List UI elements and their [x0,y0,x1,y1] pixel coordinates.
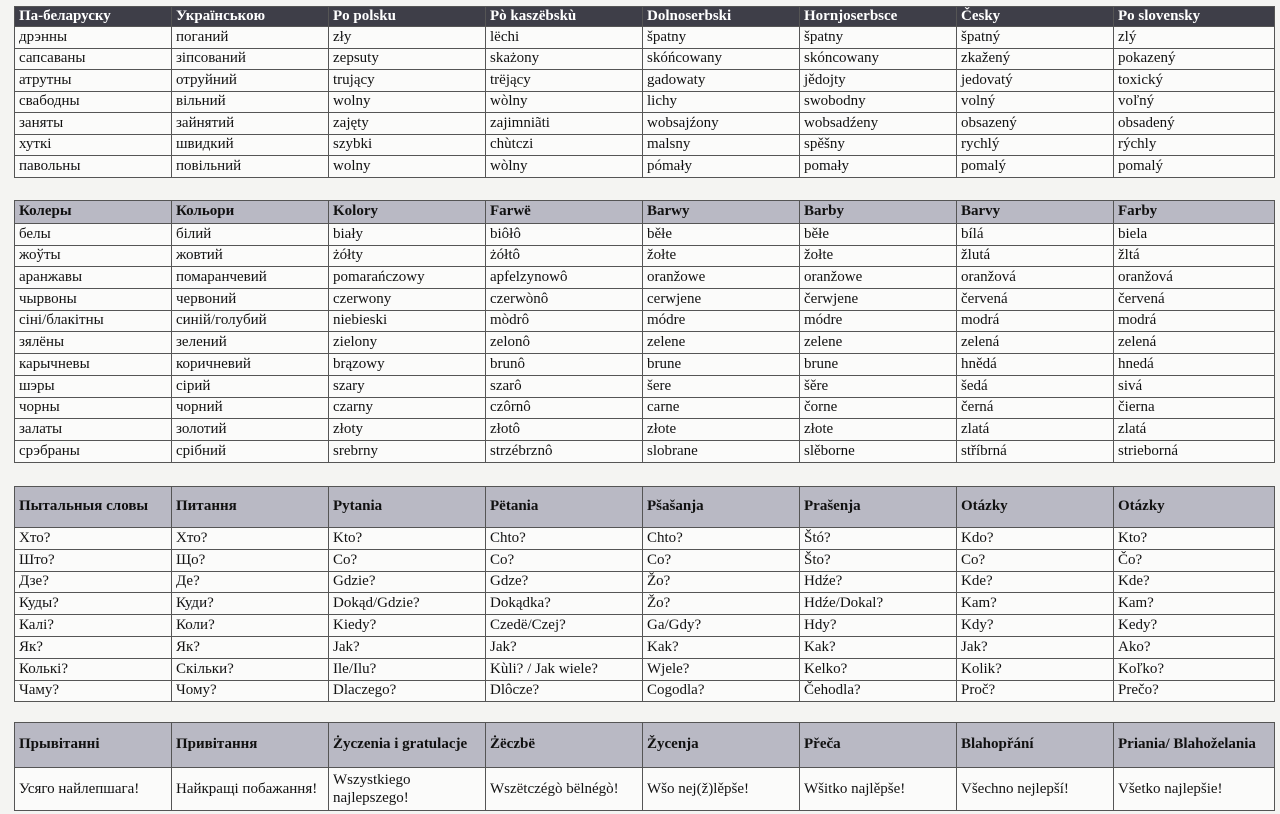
table-cell: Žo? [643,593,800,615]
table-cell: аранжавы [15,267,172,289]
table-cell: Kdo? [957,528,1114,550]
table-cell: modrá [1114,310,1275,332]
table-cell: Як? [172,636,329,658]
header-row [15,487,1275,528]
table-cell: срібний [172,440,329,462]
table-cell: szary [329,375,486,397]
table-cell: сапсаваны [15,48,172,70]
table-cell: заняты [15,113,172,135]
column-header: Prašenja [800,487,957,528]
table-cell: Chto? [643,528,800,550]
table-cell: Чаму? [15,680,172,702]
table-cell: bílá [957,224,1114,246]
table-cell: obsazený [957,113,1114,135]
table-row [15,267,1275,289]
table-cell: rýchly [1114,134,1275,156]
table-cell: Gdzie? [329,571,486,593]
column-header: Barwy [643,201,800,224]
table-cell: чорний [172,397,329,419]
table-cell: oranžová [957,267,1114,289]
table-cell: swobodny [800,91,957,113]
column-header: Pšašanja [643,487,800,528]
table-cell: Wszystkiego najlepszego! [329,768,486,811]
table-cell: zlý [1114,27,1275,49]
table-cell: biela [1114,224,1275,246]
table-cell: зайнятий [172,113,329,135]
table-cell: Што? [15,549,172,571]
table-cell: pokazený [1114,48,1275,70]
table-row [15,397,1275,419]
table-cell: Kelko? [800,658,957,680]
header-row [15,201,1275,224]
table-cell: Gdze? [486,571,643,593]
table-cell: wolny [329,91,486,113]
table-cell: Хто? [15,528,172,550]
column-header: Farwë [486,201,643,224]
table-cell: Що? [172,549,329,571]
table-row [15,615,1275,637]
table-cell: złote [800,419,957,441]
table-row [15,289,1275,311]
table-cell: золотий [172,419,329,441]
table-cell: zelene [643,332,800,354]
table-cell: коричневий [172,354,329,376]
table-cell: čerwjene [800,289,957,311]
table-cell: Všechno nejlepší! [957,768,1114,811]
table-cell: Žo? [643,571,800,593]
table-cell: Czedë/Czej? [486,615,643,637]
table-cell: zelene [800,332,957,354]
table-body [15,768,1275,811]
table-cell: žltá [1114,245,1275,267]
column-header: Питання [172,487,329,528]
table-row [15,48,1275,70]
table-cell: Kto? [329,528,486,550]
column-header: Hornjoserbsce [800,7,957,27]
table-cell: Cogodla? [643,680,800,702]
table-cell: stříbrná [957,440,1114,462]
table-cell: Co? [329,549,486,571]
table-cell: Куди? [172,593,329,615]
table-cell: Hdy? [800,615,957,637]
table-cell: Kde? [957,571,1114,593]
table-cell: brązowy [329,354,486,376]
table-cell: běłe [800,224,957,246]
table-cell: Kolik? [957,658,1114,680]
table-cell: Ile/Ilu? [329,658,486,680]
table-cell: Kam? [1114,593,1275,615]
table-cell: strzébrznô [486,440,643,462]
table-cell: červená [1114,289,1275,311]
table-cell: Колькі? [15,658,172,680]
table-cell: niebieski [329,310,486,332]
table-cell: вільний [172,91,329,113]
table-cell: чырвоны [15,289,172,311]
table-cell: pomały [800,156,957,178]
table-cell: жоўты [15,245,172,267]
column-header: Blahopřání [957,723,1114,768]
table-cell: modrá [957,310,1114,332]
table-cell: slěborne [800,440,957,462]
column-header: Česky [957,7,1114,27]
table-cell: wolny [329,156,486,178]
table-cell: Kdy? [957,615,1114,637]
table-cell: pomarańczowy [329,267,486,289]
table-body [15,528,1275,702]
table-cell: Kak? [800,636,957,658]
table-cell: поганий [172,27,329,49]
table-cell: zajęty [329,113,486,135]
table-row [15,70,1275,92]
table-cell: trëjący [486,70,643,92]
table-header [15,723,1275,768]
table-cell: běłe [643,224,800,246]
table-cell: Kiedy? [329,615,486,637]
table-cell: pomalý [1114,156,1275,178]
header-row [15,723,1275,768]
column-header: Українською [172,7,329,27]
table-cell: malsny [643,134,800,156]
table-row [15,658,1275,680]
column-header: Kolory [329,201,486,224]
column-header: Życzenia i gratulacje [329,723,486,768]
column-header: Po slovensky [1114,7,1275,27]
header-row [15,7,1275,27]
table-cell: černá [957,397,1114,419]
table-cell: czerwònô [486,289,643,311]
table-cell: зелений [172,332,329,354]
table-cell: Chto? [486,528,643,550]
table-cell: spěšny [800,134,957,156]
questions-table [14,486,1275,702]
table-cell: čierna [1114,397,1275,419]
table-cell: Koľko? [1114,658,1275,680]
table-cell: шэры [15,375,172,397]
table-cell: oranžowe [643,267,800,289]
table-cell: zlatá [1114,419,1275,441]
table-row [15,528,1275,550]
column-header: Barby [800,201,957,224]
table-cell: carne [643,397,800,419]
table-cell: Jak? [486,636,643,658]
table-cell: oranžová [1114,267,1275,289]
table-cell: brune [643,354,800,376]
table-cell: Kedy? [1114,615,1275,637]
table-cell: Kde? [1114,571,1275,593]
table-cell: volný [957,91,1114,113]
table-cell: Ako? [1114,636,1275,658]
table-cell: czôrnô [486,397,643,419]
table-cell: strieborná [1114,440,1275,462]
table-cell: Wšo nej(ž)lěpše! [643,768,800,811]
table-cell: Dokąd/Gdzie? [329,593,486,615]
table-cell: žlutá [957,245,1114,267]
column-header: Přeča [800,723,957,768]
table-cell: Дзе? [15,571,172,593]
table-cell: Де? [172,571,329,593]
table-cell: Dlôcze? [486,680,643,702]
table-cell: атрутны [15,70,172,92]
table-cell: biały [329,224,486,246]
table-cell: zajimniãti [486,113,643,135]
table-cell: šere [643,375,800,397]
table-cell: jedovatý [957,70,1114,92]
table-header [15,7,1275,27]
table-cell: wòlny [486,156,643,178]
table-cell: módre [643,310,800,332]
table-cell: Хто? [172,528,329,550]
table-cell: złote [643,419,800,441]
table-row [15,224,1275,246]
column-header: Pëtania [486,487,643,528]
table-cell: залаты [15,419,172,441]
table-row [15,636,1275,658]
table-row [15,332,1275,354]
table-cell: špatný [957,27,1114,49]
table-cell: čorne [800,397,957,419]
table-cell: czarny [329,397,486,419]
table-cell: Jak? [329,636,486,658]
table-cell: wòlny [486,91,643,113]
table-row [15,113,1275,135]
table-cell: lëchi [486,27,643,49]
table-cell: жовтий [172,245,329,267]
table-cell: szybki [329,134,486,156]
table-cell: módre [800,310,957,332]
table-body [15,27,1275,178]
table-cell: apfelzynowô [486,267,643,289]
column-header: Po polsku [329,7,486,27]
table-cell: zkažený [957,48,1114,70]
table-cell: sivá [1114,375,1275,397]
column-header: Żëczbë [486,723,643,768]
column-header: Пытальныя словы [15,487,172,528]
table-cell: хуткі [15,134,172,156]
table-row [15,310,1275,332]
table-cell: rychlý [957,134,1114,156]
table-cell: швидкий [172,134,329,156]
column-header: Otázky [1114,487,1275,528]
table-cell: voľný [1114,91,1275,113]
column-header: Priania/ Blahoželania [1114,723,1275,768]
table-cell: zelonô [486,332,643,354]
table-row [15,91,1275,113]
table-cell: wobsajźony [643,113,800,135]
table-cell: šěre [800,375,957,397]
table-cell: żółty [329,245,486,267]
table-cell: brunô [486,354,643,376]
table-cell: повільний [172,156,329,178]
table-cell: Všetko najlepšie! [1114,768,1275,811]
column-header: Farby [1114,201,1275,224]
column-header: Pò kaszëbskù [486,7,643,27]
table-cell: Dlaczego? [329,680,486,702]
table-cell: Co? [957,549,1114,571]
table-cell: žołte [643,245,800,267]
table-cell: Wszëtczégò bëlnégò! [486,768,643,811]
table-cell: złoty [329,419,486,441]
table-cell: Što? [800,549,957,571]
table-cell: Найкращі побажання! [172,768,329,811]
table-cell: Коли? [172,615,329,637]
table-cell: gadowaty [643,70,800,92]
colors-table [14,200,1275,463]
table-cell: cerwjene [643,289,800,311]
table-cell: špatny [643,27,800,49]
table-cell: чорны [15,397,172,419]
table-row [15,245,1275,267]
table-row [15,156,1275,178]
table-row [15,593,1275,615]
table-header [15,487,1275,528]
column-header: Па-беларуску [15,7,172,27]
adjectives-table [14,6,1275,178]
table-cell: hnědá [957,354,1114,376]
table-cell: зіпсований [172,48,329,70]
table-cell: slobrane [643,440,800,462]
table-cell: Kak? [643,636,800,658]
table-cell: белы [15,224,172,246]
table-cell: Як? [15,636,172,658]
table-cell: павольны [15,156,172,178]
table-cell: Dokądka? [486,593,643,615]
table-row [15,680,1275,702]
table-row [15,571,1275,593]
column-header: Dolnoserbski [643,7,800,27]
table-cell: Kto? [1114,528,1275,550]
table-cell: Jak? [957,636,1114,658]
table-cell: синій/голубий [172,310,329,332]
greetings-table [14,722,1275,811]
table-cell: Wšitko najlěpše! [800,768,957,811]
table-cell: Hdźe/Dokal? [800,593,957,615]
table-cell: Усяго найлепшага! [15,768,172,811]
table-cell: mòdrô [486,310,643,332]
table-cell: skóncowany [800,48,957,70]
table-cell: свабодны [15,91,172,113]
column-header: Pytania [329,487,486,528]
table-cell: czerwony [329,289,486,311]
table-cell: дрэнны [15,27,172,49]
table-cell: Скільки? [172,658,329,680]
table-cell: сіні/блакітны [15,310,172,332]
table-body [15,224,1275,463]
column-header: Otázky [957,487,1114,528]
table-cell: Proč? [957,680,1114,702]
table-cell: Co? [486,549,643,571]
table-row [15,549,1275,571]
table-cell: Чому? [172,680,329,702]
table-cell: srebrny [329,440,486,462]
table-cell: pómały [643,156,800,178]
column-header: Колеры [15,201,172,224]
table-cell: червоний [172,289,329,311]
table-cell: červená [957,289,1114,311]
column-header: Привітання [172,723,329,768]
column-header: Кольори [172,201,329,224]
table-cell: Kùli? / Jak wiele? [486,658,643,680]
table-cell: Štó? [800,528,957,550]
table-header [15,201,1275,224]
table-cell: Hdźe? [800,571,957,593]
table-cell: szarô [486,375,643,397]
column-header: Barvy [957,201,1114,224]
table-cell: помаранчевий [172,267,329,289]
table-cell: отруйний [172,70,329,92]
table-cell: zelená [957,332,1114,354]
table-cell: Ga/Gdy? [643,615,800,637]
table-cell: сірий [172,375,329,397]
table-cell: Калі? [15,615,172,637]
table-cell: oranžowe [800,267,957,289]
table-cell: Куды? [15,593,172,615]
table-row [15,419,1275,441]
table-cell: білий [172,224,329,246]
table-cell: biôłô [486,224,643,246]
table-cell: wobsadźeny [800,113,957,135]
table-cell: Čo? [1114,549,1275,571]
table-cell: карычневы [15,354,172,376]
table-cell: Čehodla? [800,680,957,702]
table-cell: срэбраны [15,440,172,462]
table-cell: žołte [800,245,957,267]
table-cell: trujący [329,70,486,92]
table-row [15,440,1275,462]
table-cell: skażony [486,48,643,70]
column-header: Прывітанні [15,723,172,768]
table-row [15,768,1275,811]
table-cell: Wjele? [643,658,800,680]
table-cell: skóńcowany [643,48,800,70]
table-row [15,134,1275,156]
table-cell: Kam? [957,593,1114,615]
table-row [15,354,1275,376]
table-cell: złotô [486,419,643,441]
table-cell: zelená [1114,332,1275,354]
table-cell: hnedá [1114,354,1275,376]
table-cell: зялёны [15,332,172,354]
table-cell: šedá [957,375,1114,397]
table-cell: jědojty [800,70,957,92]
table-cell: lichy [643,91,800,113]
table-row [15,27,1275,49]
table-cell: Co? [643,549,800,571]
table-cell: Prečo? [1114,680,1275,702]
table-cell: pomalý [957,156,1114,178]
table-cell: toxický [1114,70,1275,92]
table-cell: żółtô [486,245,643,267]
column-header: Žycenja [643,723,800,768]
table-cell: špatny [800,27,957,49]
table-cell: brune [800,354,957,376]
table-row [15,375,1275,397]
table-cell: zlatá [957,419,1114,441]
table-cell: zielony [329,332,486,354]
table-cell: zepsuty [329,48,486,70]
table-cell: chùtczi [486,134,643,156]
table-cell: obsadený [1114,113,1275,135]
table-cell: zły [329,27,486,49]
